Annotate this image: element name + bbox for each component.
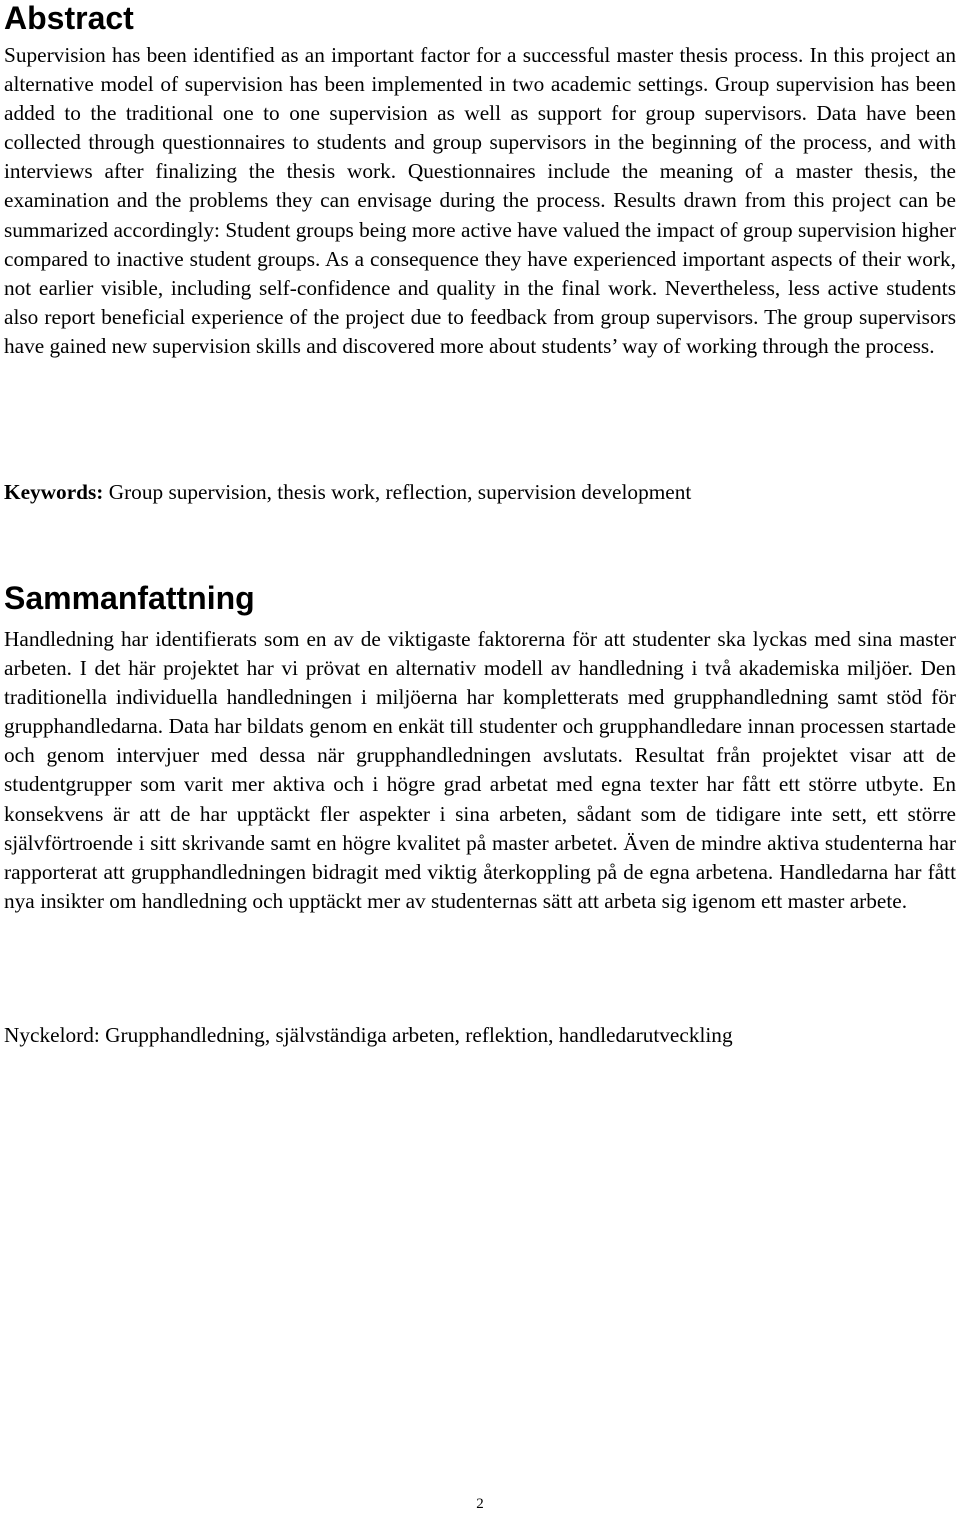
keywords-label: Keywords: (4, 480, 104, 504)
abstract-heading: Abstract (4, 0, 134, 36)
sammanfattning-heading: Sammanfattning (4, 580, 255, 616)
keywords-line (4, 478, 956, 507)
keywords-text: Group supervision, thesis work, reflection, supervision development (103, 480, 692, 504)
page-number: 2 (476, 1496, 484, 1512)
sammanfattning-body: Handledning har identifierats som en av de viktigaste faktorerna för att studenter ska lyckas med sina master arbeten. I det här projektet har vi prövat en alternativ modell av handledning i två akademiska miljöer. Den traditionella individuella handledningen i miljöerna har kompletterats med grupphandledning samt stöd för grupphandledarna. Data har bildats genom en enkät till studenter och grupphandledare innan processen startade och genom intervjuer med dessa när grupphandledningen avslutats. Resultat från projektet visar att de studentgrupper som varit mer aktiva och i högre grad arbetat med egna texter har fått ett större utbyte. En konsekvens är att de har upptäckt fler aspekter i sina arbeten, sådant som de tidigare inte sett, ett större självförtroende i sitt skrivande samt en högre kvalitet på master arbetet. Även de mindre aktiva studenterna har rapporterat att grupphandledningen bidragit med viktig återkoppling på de egna arbetena. Handledarna har fått nya insikter om handledning och upptäckt mer av studenternas sätt att arbeta sig igenom ett master arbete. (4, 627, 956, 913)
nyckelord-line: Nyckelord: Grupphandledning, självständiga arbeten, reflektion, handledarutveckling (4, 1023, 733, 1047)
abstract-body: Supervision has been identified as an important factor for a successful master thesis process. In this project an alternative model of supervision has been implemented in two academic settings. Group supervision has been added to the traditional one to one supervision as well as support for group supervisors. Data have been collected through questionnaires to students and group supervisors in the beginning of the process, and with interviews after finalizing the thesis work. Questionnaires include the meaning of a master thesis, the examination and the problems they can envisage during the process. Results drawn from this project can be summarized accordingly: Student groups being more active have valued the impact of group supervision higher compared to inactive student groups. As a consequence they have experienced important aspects of their work, not earlier visible, including self-confidence and quality in the final work. Nevertheless, less active students also report beneficial experience of the project due to feedback from group supervisors. The group supervisors have gained new supervision skills and discovered more about students’ way of working through the process. (4, 43, 956, 358)
